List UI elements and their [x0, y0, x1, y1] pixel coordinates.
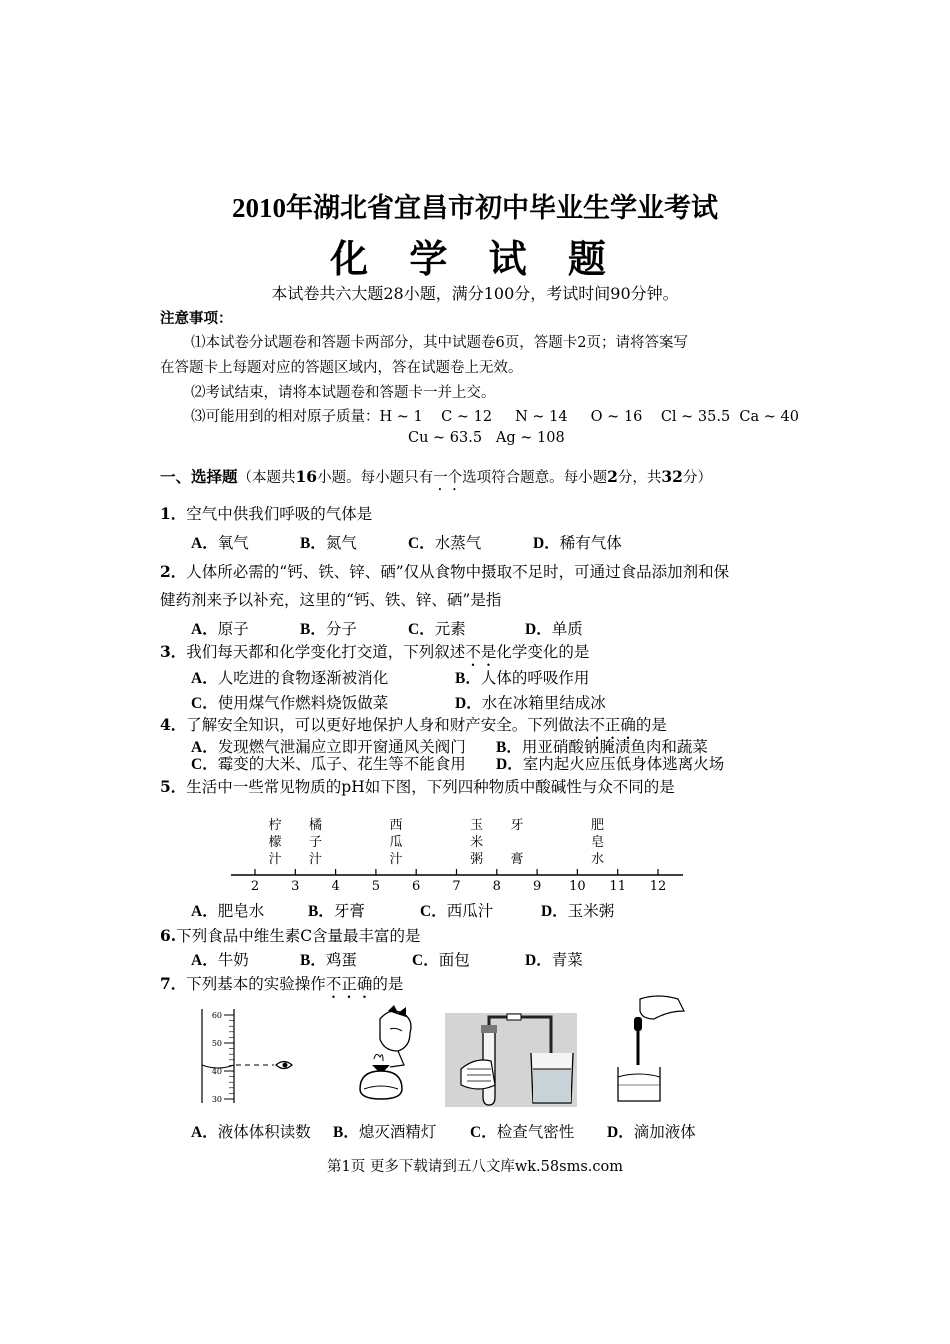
- ph-tick-label: 10: [569, 879, 586, 894]
- ph-substance-char: 米: [470, 835, 484, 850]
- ph-substance-label: [309, 817, 322, 867]
- notice-item-1: ⑴本试卷分试题卷和答题卡两部分，其中试题卷6页，答题卡2页；请将答案写: [191, 335, 688, 351]
- cylinder-tick-label: 60: [211, 1011, 222, 1020]
- cylinder-tick-label: 30: [211, 1095, 222, 1104]
- ph-tick-label: 8: [492, 879, 501, 894]
- ph-tick-label: 3: [291, 879, 300, 894]
- q7-option-c: C．检查气密性: [470, 1123, 575, 1141]
- ph-substance-label: [390, 818, 403, 867]
- section-desc-b: 小题。每小题只有: [317, 470, 434, 486]
- ph-tick-label: 4: [331, 879, 340, 894]
- section-desc-c: 选项符合题意。每小题: [462, 470, 608, 486]
- ph-substance-label: [510, 818, 523, 867]
- exam-title: 2010年湖北省宜昌市初中毕业生学业考试: [232, 193, 718, 223]
- q4-option-c: C．霉变的大米、瓜子、花生等不能食用: [191, 755, 466, 773]
- section-emph: 一个: [433, 470, 463, 486]
- hand-icon: [640, 996, 684, 1019]
- ph-substance-char: 檬: [268, 835, 282, 850]
- ph-substance-label: [591, 818, 604, 867]
- ph-substance-char: 水: [591, 852, 605, 867]
- ph-substance-char: 粥: [470, 852, 484, 867]
- figure-dropper: [610, 995, 690, 1107]
- ph-tick-label: 5: [371, 879, 381, 894]
- q2-num: 2．: [160, 562, 187, 581]
- ph-tick-label: 6: [412, 879, 421, 894]
- q6-num: 6.: [160, 926, 177, 945]
- q7-option-a: A．液体体积读数: [191, 1123, 311, 1141]
- q6-option-d: D．青菜: [525, 951, 583, 969]
- q1-option-d: D．稀有气体: [533, 534, 622, 552]
- ph-substance-char: 橘: [308, 818, 322, 833]
- cylinder-tick-label: 50: [211, 1039, 222, 1048]
- question-2: [160, 560, 729, 582]
- ph-tick-label: 9: [532, 879, 542, 894]
- ph-substance-char: 汁: [308, 852, 322, 867]
- ph-tick-label: 2: [250, 879, 260, 894]
- q7-option-d: D．滴加液体: [607, 1123, 696, 1141]
- ph-scale-figure: [225, 815, 695, 895]
- page-footer: 第1页 更多下载请到五八文库wk.58sms.com: [327, 1159, 623, 1175]
- ph-substance-char: 牙: [510, 818, 524, 833]
- q4-option-a: A．发现燃气泄漏应立即开窗通风关阀门: [191, 738, 466, 756]
- ph-substance-char: 子: [308, 835, 322, 850]
- q2-option-d: D．单质: [525, 620, 583, 638]
- ph-substance-char: 柠: [268, 818, 282, 833]
- ph-substance-char: 西: [389, 818, 403, 833]
- section-points: 2: [607, 467, 618, 486]
- question-7: 7．下列基本的实验操作不正确的是: [160, 974, 404, 993]
- q1-option-b: B．氮气: [300, 534, 357, 552]
- q2-option-b: B．分子: [300, 620, 357, 638]
- cylinder-tick-label: 40: [211, 1067, 222, 1076]
- q5-option-b: B．牙膏: [308, 902, 365, 920]
- q1-num: 1．: [160, 504, 187, 523]
- q3-option-b: B．人体的呼吸作用: [455, 669, 590, 687]
- ph-tick-label: 12: [649, 879, 667, 894]
- figure-airtight-check: [445, 1013, 577, 1107]
- notice-item-2: ⑵考试结束，请将本试题卷和答题卡一并上交。: [191, 385, 496, 401]
- q1-option-a: A．氧气: [191, 534, 249, 552]
- q3-option-a: A．人吃进的食物逐渐被消化: [191, 669, 389, 687]
- notice-item-3: ⑶可能用到的相对原子质量：H ~ 1 C ~ 12 N ~ 14 O ~ 16 Cl ~ 35.5 Ca ~ 40: [191, 409, 799, 425]
- ph-substance-char: 瓜: [389, 835, 403, 850]
- q2-line-2: 健药剂来予以补充，这里的“钙、铁、锌、硒”是指: [160, 591, 502, 609]
- question-3: 3．我们每天都和化学变化打交道，下列叙述不是化学变化的是: [160, 642, 590, 661]
- section-total: 32: [661, 467, 683, 486]
- ph-substance-label: [269, 817, 282, 867]
- section-label: 一、选择题: [160, 467, 238, 486]
- q6-option-b: B．鸡蛋: [300, 951, 357, 969]
- ph-substance-char: 汁: [268, 852, 282, 867]
- notice-heading: 注意事项：: [160, 311, 233, 327]
- q1-option-c: C．水蒸气: [408, 534, 482, 552]
- section-1-heading: [160, 465, 712, 494]
- q4-option-b: B．用亚硝酸钠腌渍鱼肉和蔬菜: [496, 738, 708, 756]
- q7-num: 7．: [160, 974, 187, 993]
- notice-item-1-cont: 在答题卡上每题对应的答题区域内，答在试题卷上无效。: [160, 360, 523, 376]
- q2-option-c: C．元素: [408, 620, 466, 638]
- exam-info: 本试卷共六大题28小题，满分100分，考试时间90分钟。: [271, 284, 679, 303]
- q3-option-d: D．水在冰箱里结成冰: [455, 694, 606, 712]
- q1-text: 空气中供我们呼吸的气体是: [186, 505, 373, 523]
- q3-emph: 不是: [465, 643, 497, 661]
- question-1: [160, 502, 372, 524]
- q4-emph: 不正确: [589, 716, 636, 734]
- question-5: 5．生活中一些常见物质的pH如下图，下列四种物质中酸碱性与众不同的是: [160, 777, 675, 796]
- section-desc-a: （本题共: [237, 470, 296, 486]
- q2-option-a: A．原子: [191, 620, 249, 638]
- ph-substance-label: [470, 818, 483, 867]
- section-desc-d: 分，共: [617, 470, 662, 486]
- q6-option-a: A．牛奶: [191, 951, 249, 969]
- figure-cylinder-reading: [196, 1005, 300, 1105]
- q3-num: 3．: [160, 642, 187, 661]
- q2-line-1: 人体所必需的“钙、铁、锌、硒”仅从食物中摄取不足时，可通过食品添加剂和保: [186, 563, 730, 581]
- ph-substance-char: 皂: [591, 835, 605, 850]
- question-4: 4．了解安全知识，可以更好地保护人身和财产安全。下列做法不正确的是: [160, 715, 667, 734]
- ph-substance-char: 汁: [389, 852, 403, 867]
- ph-substance-char: 膏: [510, 852, 524, 867]
- ph-tick-label: 11: [609, 879, 626, 894]
- section-desc-e: 分）: [682, 470, 712, 486]
- q4-num: 4．: [160, 715, 187, 734]
- q7-option-b: B．熄灭酒精灯: [333, 1123, 437, 1141]
- q7-emph: 不正确: [325, 975, 373, 993]
- q4-option-d: D．室内起火应压低身体逃离火场: [496, 755, 725, 773]
- q5-option-a: A．肥皂水: [191, 902, 265, 920]
- q5-option-d: D．玉米粥: [541, 902, 615, 920]
- section-count: 16: [295, 467, 318, 486]
- question-6: 6.下列食品中维生素C含量最丰富的是: [160, 926, 421, 945]
- ph-tick-label: 7: [452, 879, 461, 894]
- q5-option-c: C．西瓜汁: [420, 902, 494, 920]
- q6-option-c: C．面包: [412, 951, 470, 969]
- notice-item-3-cont: Cu ~ 63.5 Ag ~ 108: [408, 430, 565, 446]
- q5-num: 5．: [160, 777, 187, 796]
- ph-substance-char: 肥: [591, 818, 605, 833]
- subject-title: 化 学 试 题: [330, 236, 620, 281]
- figure-blow-out-lamp: [350, 1005, 422, 1105]
- q3-option-c: C．使用煤气作燃料烧饭做菜: [191, 694, 389, 712]
- ph-substance-char: 玉: [470, 818, 484, 833]
